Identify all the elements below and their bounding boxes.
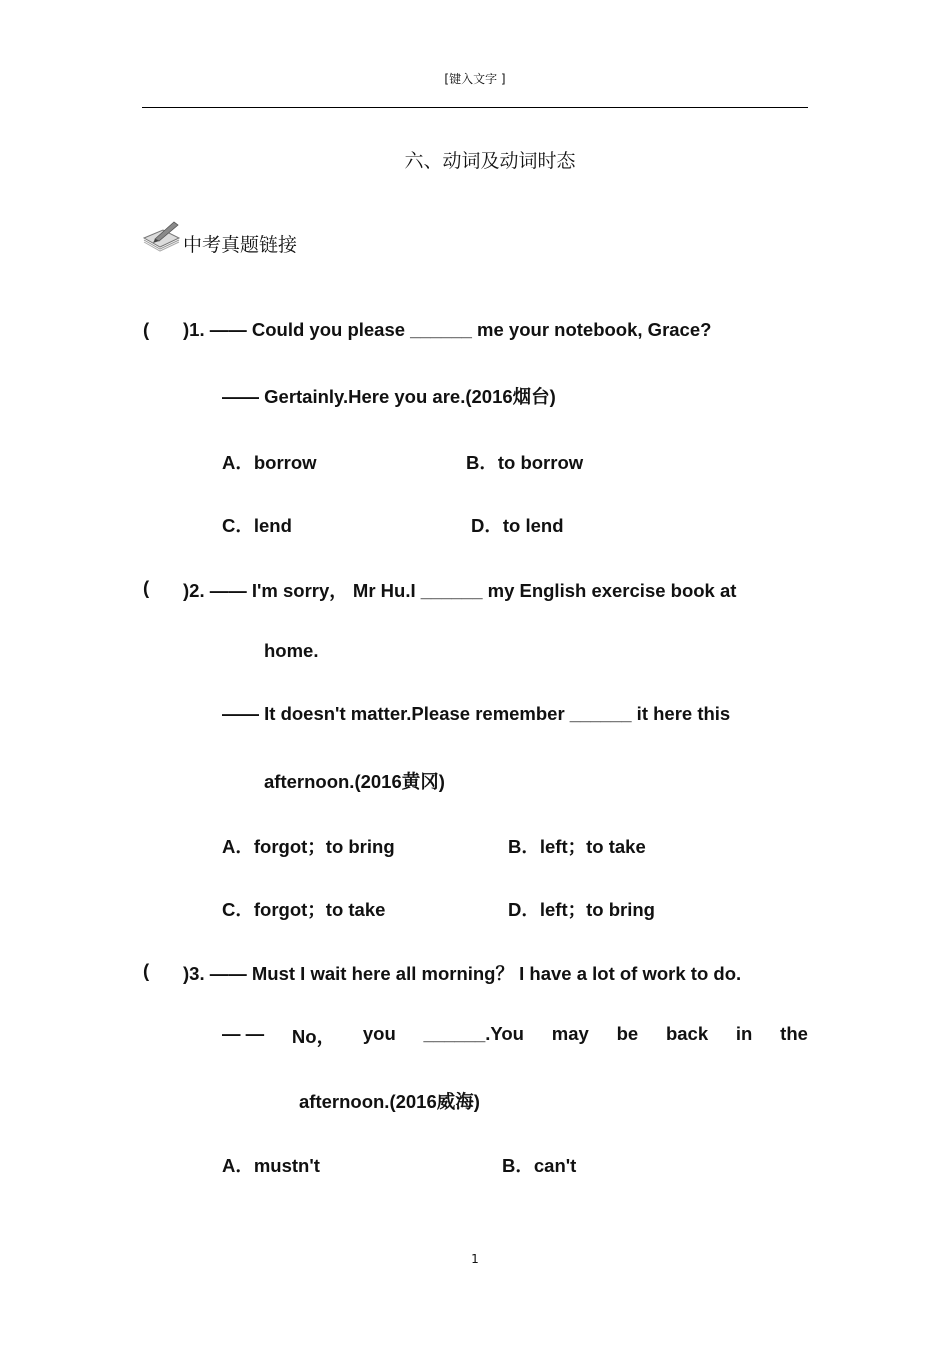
q3-answer — [222, 1023, 808, 1049]
q3-answer-word: No， — [291, 1026, 336, 1047]
q3-answer-word: in — [735, 1023, 753, 1044]
q2-bracket: ( — [143, 577, 150, 598]
q2-option-b: B．left；to take — [508, 836, 646, 857]
q3-answer-word: — — — [222, 1023, 265, 1044]
header-rule — [142, 107, 808, 108]
q2-stem: )2. —— I'm sorry， Mr Hu.I ______ my English exercise book at — [183, 580, 737, 601]
q1-option-a: A．borrow — [222, 452, 317, 473]
q3-answer-word: may — [551, 1023, 589, 1044]
q3-stem: )3. —— Must I wait here all morning？ I have a lot of work to do. — [183, 963, 742, 984]
q3-answer-word: be — [616, 1023, 639, 1044]
q1-bracket: ( — [143, 319, 150, 340]
q3-answer-word: the — [780, 1023, 808, 1044]
page-header: [键入文字 ] — [444, 72, 506, 86]
q3-option-b: B．can't — [502, 1155, 577, 1176]
q3-answer-word: back — [665, 1023, 709, 1044]
q2-option-a: A．forgot；to bring — [222, 836, 395, 857]
q2-option-d: D．left；to bring — [508, 899, 655, 920]
q3-option-a: A．mustn't — [222, 1155, 320, 1176]
q3-answer-continued: afternoon.(2016威海) — [299, 1091, 480, 1112]
q1-option-c: C．lend — [222, 515, 292, 536]
q2-option-c: C．forgot；to take — [222, 899, 386, 920]
q1-option-d: D．to lend — [471, 515, 564, 536]
q1-answer: —— Gertainly.Here you are.(2016烟台) — [222, 386, 556, 407]
q2-answer: —— It doesn't matter.Please remember ______ it here this — [222, 703, 731, 724]
q1-stem: )1. —— Could you please ______ me your notebook, Grace? — [183, 319, 712, 340]
q3-answer-word: ______.You — [423, 1023, 524, 1044]
q2-answer-continued: afternoon.(2016黄冈) — [264, 771, 445, 792]
section-heading: 中考真题链接 — [183, 234, 298, 256]
q3-bracket: ( — [143, 960, 150, 981]
notebook-pencil-icon — [141, 218, 183, 254]
q2-stem-continued: home. — [264, 640, 319, 661]
page-number: 1 — [471, 1252, 479, 1266]
q3-answer-word: you — [362, 1023, 396, 1044]
q1-option-b: B．to borrow — [466, 452, 584, 473]
page-title: 六、动词及动词时态 — [404, 150, 576, 172]
